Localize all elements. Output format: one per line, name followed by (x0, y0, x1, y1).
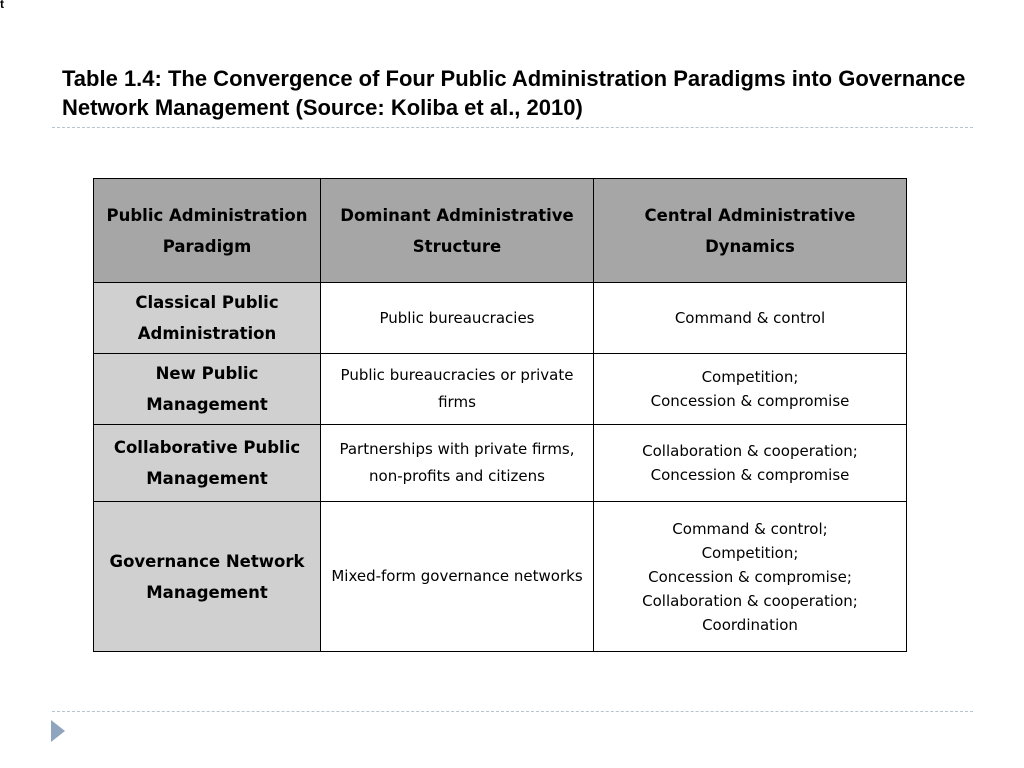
table-row (94, 354, 907, 425)
slide-title: Table 1.4: The Convergence of Four Public Administration Paradigms into Governance Network Management (Source: Koliba et al., 2010) (62, 66, 966, 120)
paradigms-table (93, 178, 907, 652)
corner-mark: t (0, 0, 4, 11)
dynamics-line: Competition; (701, 368, 799, 386)
table-row (94, 502, 907, 652)
table-header-row (94, 179, 907, 283)
dynamics-line: Concession & compromise; (648, 567, 852, 586)
dynamics-cell (594, 502, 907, 652)
triangle-right-icon (51, 720, 65, 742)
dynamics-line: Collaboration & cooperation; (642, 442, 858, 460)
title-divider (52, 127, 973, 128)
dynamics-cell (594, 354, 907, 425)
paradigm-cell: Governance Network Management (94, 502, 321, 652)
header-structure: Dominant Administrative Structure (321, 179, 594, 283)
table-row (94, 283, 907, 354)
dynamics-line: Concession & compromise (650, 392, 850, 410)
dynamics-line: Coordination (702, 615, 798, 634)
dynamics-line: Command & control (674, 309, 826, 327)
dynamics-line: Command & control; (672, 519, 828, 538)
dynamics-line: Competition; (701, 543, 799, 562)
dynamics-cell (594, 283, 907, 354)
dynamics-cell (594, 425, 907, 502)
dynamics-line: Collaboration & cooperation; (642, 591, 858, 610)
paradigm-cell: Collaborative Public Management (94, 425, 321, 502)
paradigm-cell: Classical Public Administration (94, 283, 321, 354)
footer-divider (52, 711, 973, 712)
structure-cell: Mixed-form governance networks (321, 502, 594, 652)
structure-cell: Public bureaucracies (321, 283, 594, 354)
structure-cell: Partnerships with private firms, non-profits and citizens (321, 425, 594, 502)
header-paradigm: Public Administration Paradigm (94, 179, 321, 283)
structure-cell: Public bureaucracies or private firms (321, 354, 594, 425)
header-dynamics: Central Administrative Dynamics (594, 179, 907, 283)
dynamics-line: Concession & compromise (650, 466, 850, 484)
table-row (94, 425, 907, 502)
paradigm-cell: New Public Management (94, 354, 321, 425)
